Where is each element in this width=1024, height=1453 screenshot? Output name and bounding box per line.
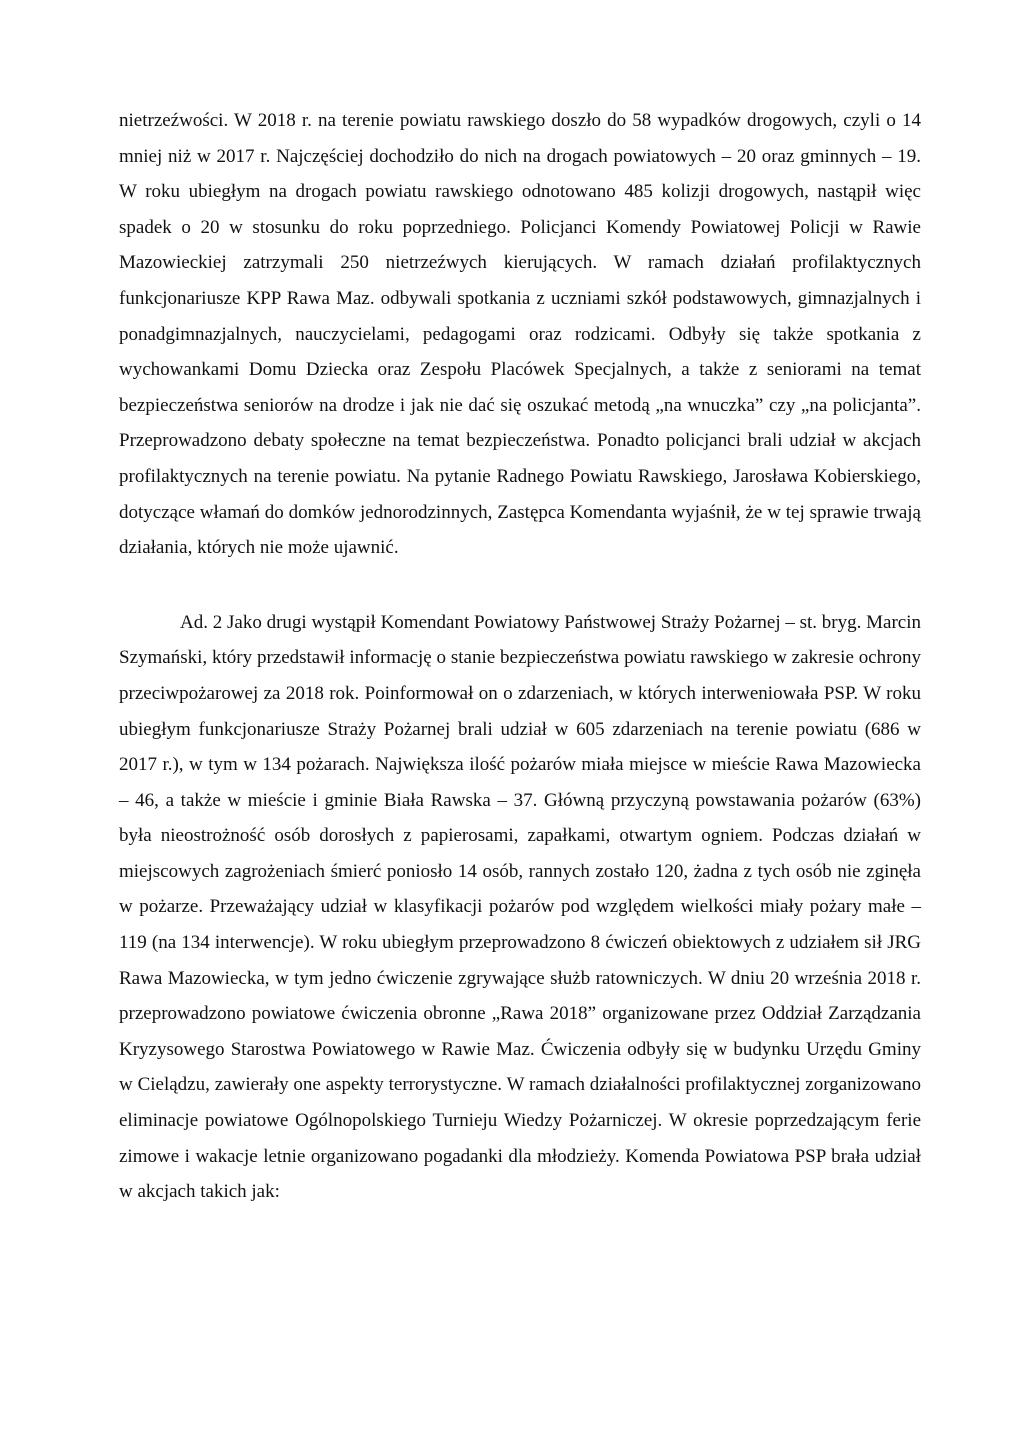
- paragraph-fire-service-report: Ad. 2 Jako drugi wystąpił Komendant Powiatowy Państwowej Straży Pożarnej – st. bryg. Marcin Szymański, który przedstawił informację o stanie bezpieczeństwa powiatu rawskiego w zakresie ochrony przeciwpożarowej za 2018 rok. Poinformował on o zdarzeniach, w których interweniowała PSP. W roku ubiegłym funkcjonariusze Straży Pożarnej brali udział w 605 zdarzeniach na terenie powiatu (686 w 2017 r.), w tym w 134 pożarach. Największa ilość pożarów miała miejsce w mieście Rawa Mazowiecka – 46, a także w mieście i gminie Biała Rawska – 37. Główną przyczyną powstawania pożarów (63%) była nieostrożność osób dorosłych z papierosami, zapałkami, otwartym ogniem. Podczas działań w miejscowych zagrożeniach śmierć poniosło 14 osób, rannych zostało 120, żadna z tych osób nie zginęła w pożarze. Przeważający udział w klasyfikacji pożarów pod względem wielkości miały pożary małe – 119 (na 134 interwencje). W roku ubiegłym przeprowadzono 8 ćwiczeń obiektowych z udziałem sił JRG Rawa Mazowiecka, w tym jedno ćwiczenie zgrywające służb ratowniczych. W dniu 20 września 2018 r. przeprowadzono powiatowe ćwiczenia obronne „Rawa 2018” organizowane przez Oddział Zarządzania Kryzysowego Starostwa Powiatowego w Rawie Maz. Ćwiczenia odbyły się w budynku Urzędu Gminy w Cielądzu, zawierały one aspekty terrorystyczne. W ramach działalności profilaktycznej zorganizowano eliminacje powiatowe Ogólnopolskiego Turnieju Wiedzy Pożarniczej. W okresie poprzedzającym ferie zimowe i wakacje letnie organizowano pogadanki dla młodzieży. Komenda Powiatowa PSP brała udział w akcjach takich jak:: [119, 611, 921, 1203]
- paragraph-police-report: nietrzeźwości. W 2018 r. na terenie powiatu rawskiego doszło do 58 wypadków drogowych, czyli o 14 mniej niż w 2017 r. Najczęściej dochodziło do nich na drogach powiatowych – 20 oraz gminnych – 19. W roku ubiegłym na drogach powiatu rawskiego odnotowano 485 kolizji drogowych, nastąpił więc spadek o 20 w stosunku do roku poprzedniego. Policjanci Komendy Powiatowej Policji w Rawie Mazowieckiej zatrzymali 250 nietrzeźwych kierujących. W ramach działań profilaktycznych funkcjonariusze KPP Rawa Maz. odbywali spotkania z uczniami szkół podstawowych, gimnazjalnych i ponadgimnazjalnych, nauczycielami, pedagogami oraz rodzicami. Odbyły się także spotkania z wychowankami Domu Dziecka oraz Zespołu Placówek Specjalnych, a także z seniorami na temat bezpieczeństwa seniorów na drodze i jak nie dać się oszukać metodą „na wnuczka” czy „na policjanta”. Przeprowadzono debaty społeczne na temat bezpieczeństwa. Ponadto policjanci brali udział w akcjach profilaktycznych na terenie powiatu. Na pytanie Radnego Powiatu Rawskiego, Jarosława Kobierskiego, dotyczące włamań do domków jednorodzinnych, Zastępca Komendanta wyjaśnił, że w tej sprawie trwają działania, których nie może ujawnić.: [119, 110, 921, 559]
